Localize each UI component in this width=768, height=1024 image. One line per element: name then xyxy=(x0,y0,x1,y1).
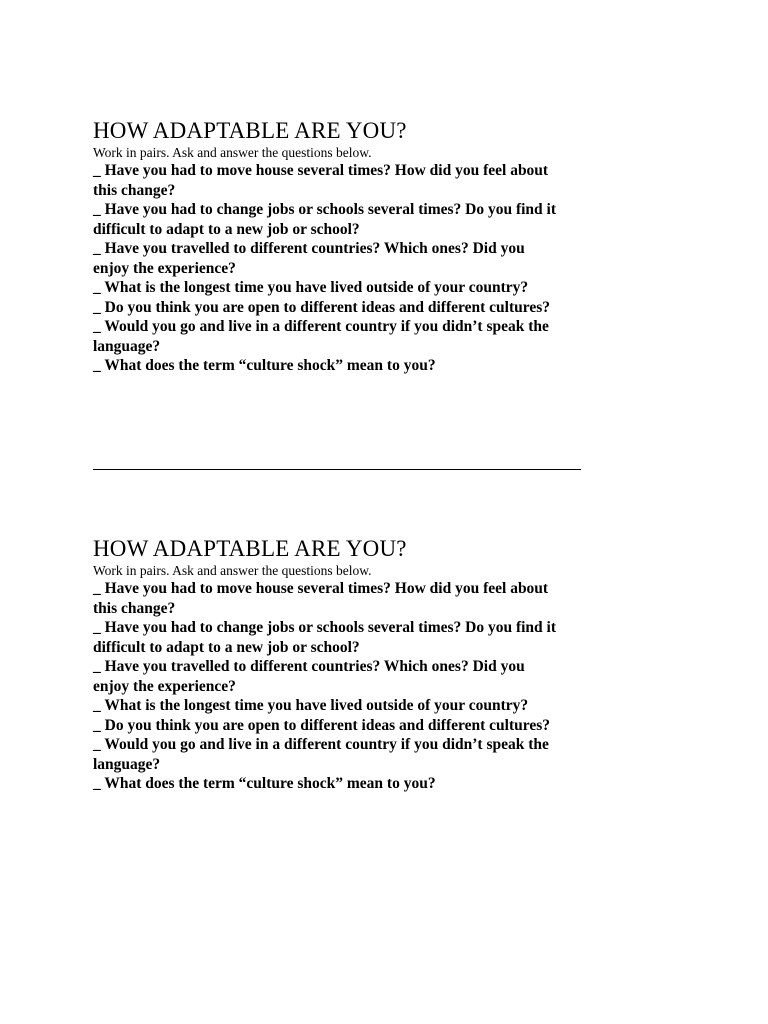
question-item: _ Do you think you are open to different ideas and different cultures? xyxy=(93,298,550,316)
worksheet-title: HOW ADAPTABLE ARE YOU? xyxy=(93,536,407,561)
worksheet-section-1 xyxy=(93,117,563,376)
question-item: _ What does the term “culture shock” mean to you? xyxy=(93,775,436,792)
question-item: _ Have you had to move house several times? How did you feel about this change? xyxy=(93,580,549,617)
cut-line-divider xyxy=(93,469,581,470)
question-item: _ Have you travelled to different countries? Which ones? Did you enjoy the experience? xyxy=(93,240,525,277)
worksheet-title: HOW ADAPTABLE ARE YOU? xyxy=(93,118,407,143)
question-item: _ What is the longest time you have lived outside of your country? xyxy=(93,279,529,296)
question-item: _ What does the term “culture shock” mean to you? xyxy=(93,357,436,374)
question-item: _ Would you go and live in a different country if you didn’t speak the language? xyxy=(93,318,549,355)
worksheet-instructions: Work in pairs. Ask and answer the questions below. xyxy=(93,563,372,578)
worksheet-instructions: Work in pairs. Ask and answer the questions below. xyxy=(93,145,372,160)
question-item: _ Have you had to move house several times? How did you feel about this change? xyxy=(93,162,549,199)
question-item: _ What is the longest time you have lived outside of your country? xyxy=(93,697,529,714)
question-item: _ Have you travelled to different countries? Which ones? Did you enjoy the experience? xyxy=(93,658,525,695)
question-item: _ Would you go and live in a different country if you didn’t speak the language? xyxy=(93,736,549,773)
question-item: _ Have you had to change jobs or schools several times? Do you find it difficult to adapt to a new job or school? xyxy=(93,619,557,656)
question-item: _ Have you had to change jobs or schools several times? Do you find it difficult to adapt to a new job or school? xyxy=(93,201,557,238)
worksheet-section-2 xyxy=(93,535,563,794)
question-item: _ Do you think you are open to different ideas and different cultures? xyxy=(93,716,550,734)
